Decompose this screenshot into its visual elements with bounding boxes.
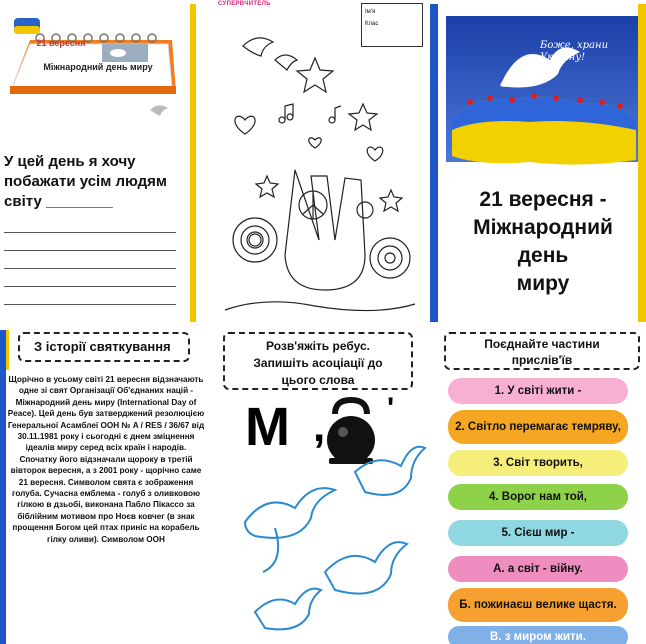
proverb-item[interactable]: Б. пожинаєш велике щастя. (448, 588, 628, 622)
proverb-item[interactable]: В. з миром жити. (448, 626, 628, 644)
calendar-date: 21 вересня (36, 38, 86, 48)
brand-logo: СУПЕРВЧИТЕЛЬ (218, 1, 271, 7)
proverb-item[interactable]: 4. Ворог нам той, (448, 484, 628, 510)
write-line (4, 304, 176, 305)
rebus-letter: М (245, 397, 290, 457)
panel-history (0, 322, 215, 644)
history-heading: З історії святкування (18, 332, 190, 362)
proverb-item[interactable]: 3. Світ творить, (448, 450, 628, 476)
peace-coloring-illustration (215, 0, 430, 322)
dove-icon (255, 589, 321, 630)
rebus-apostrophe: ' (387, 392, 395, 425)
write-line (4, 250, 176, 251)
panel-coloring-page (215, 0, 430, 322)
write-line (4, 268, 176, 269)
panel-proverbs (430, 322, 646, 644)
calendar-subtitle: Міжнародний день миру (43, 62, 153, 72)
page-title: 21 вересня - Міжнародний день миру (473, 188, 613, 295)
history-body: Щорічно в усьому світі 21 вересня відзначають одне зі свят Організації Об'єднаних націй - Міжнародний день миру (International Day of Peace). Цей день був затверджений резолюцією Генеральної Асамблеї ООН № A / RES / 36/67 від 30.11.1981 року і сьогодні є днем зміцнення ідеалів миру серед всіх країн і народів. Спочатку його відзначали щороку в третій вівторок вересня, а з 2001 року - щорічно саме 21 вересня. Символом свята є зображення голуба. Сучасна емблема - голуб з оливковою гілкою в дзьобі, виконана Пабло Пікассо за біблійним мотивом про Ноєв ковчег (в знак прощення Богом цей птах приніс на корабель гілку оливи). Символом ООН (7, 375, 205, 544)
wish-text: У цей день я хочу побажати усім людям світу ________ (4, 153, 167, 210)
border-stripe (190, 4, 196, 322)
rebus-heading: Розв'яжіть ребус. Запишіть асоціації до цього слова (223, 332, 413, 390)
kettlebell-icon (327, 400, 375, 464)
proverb-item[interactable]: А. а світ - війну. (448, 556, 628, 582)
border-stripe-accent (6, 330, 9, 370)
panel-title-cover (430, 0, 646, 322)
write-line (4, 286, 176, 287)
class-label: Клас (365, 21, 379, 27)
proverbs-heading: Поєднайте частини прислів'їв (444, 332, 640, 370)
dove-icon (245, 488, 335, 572)
panel-rebus (215, 322, 430, 644)
proverb-item[interactable]: 1. У світі жити - (448, 378, 628, 404)
rebus-comma: , (313, 402, 326, 451)
poster-text: Боже, храни Україну! (540, 40, 609, 63)
proverb-item[interactable]: 5. Сієш мир - (448, 520, 628, 546)
dove-icon (325, 542, 407, 593)
proverb-item[interactable]: 2. Світло перемагає темряву, (448, 410, 628, 444)
rebus-illustration (215, 322, 430, 644)
panel-calendar-wish (0, 0, 215, 322)
name-label: Ім'я (365, 9, 376, 15)
write-line (4, 232, 176, 233)
